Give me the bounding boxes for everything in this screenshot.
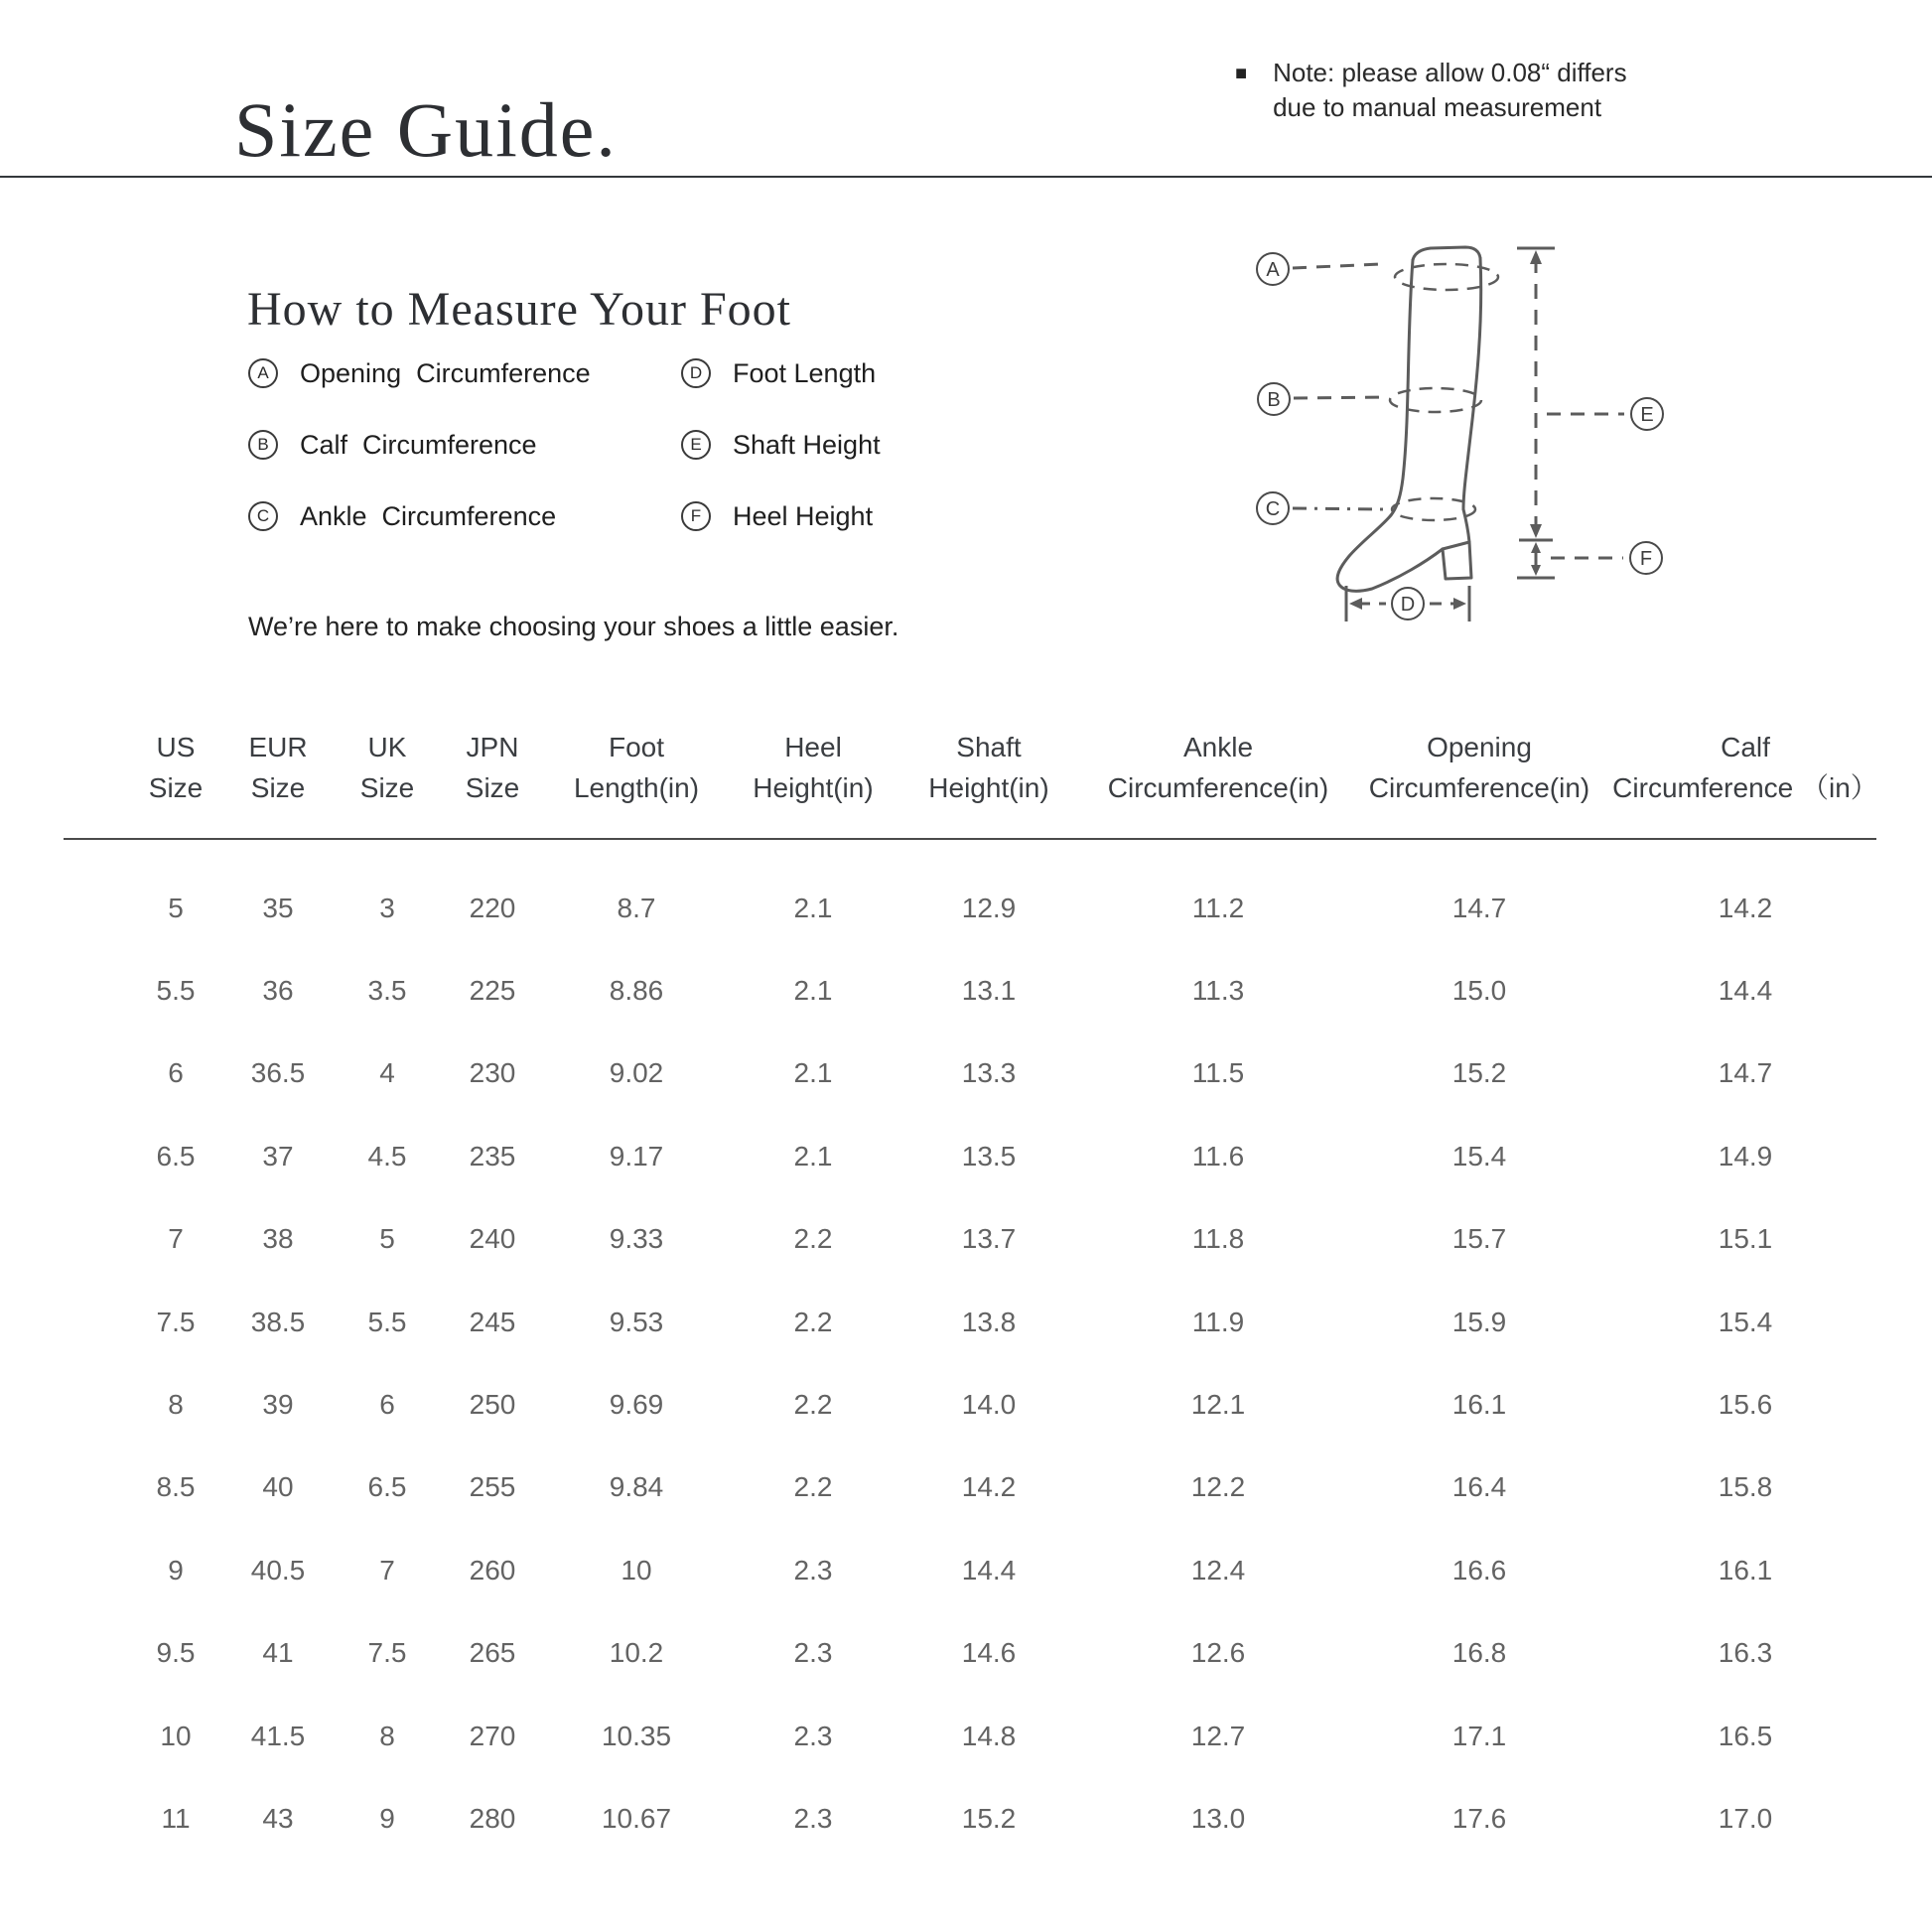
size-cell: 13.8 [961,1306,1017,1337]
legend-item-label: Shaft Height [733,429,881,460]
size-cell: 15.1 [1718,1223,1773,1255]
legend-item-label: Opening Circumference [300,357,591,388]
size-cell: 9.33 [609,1223,664,1255]
svg-text:D: D [1400,594,1416,616]
size-cell: 7.5 [367,1637,407,1669]
column-header-line: Height(in) [928,772,1049,803]
size-cell: 3 [379,892,395,923]
size-cell: 7 [379,1554,395,1586]
column-header-line: UK [367,732,407,762]
size-cell: 16.5 [1718,1720,1773,1751]
column-header-line: Height(in) [753,772,874,803]
column-header-line: Size [465,772,520,803]
column-header-line: Shaft [956,732,1022,762]
legend-col-left [248,357,591,572]
size-cell: 15.6 [1718,1389,1773,1421]
size-cell: 17.6 [1451,1802,1507,1834]
size-cell: 255 [469,1471,516,1503]
size-cell: 12.7 [1190,1720,1246,1751]
svg-text:C: C [1265,498,1281,520]
size-cell: 15.2 [1451,1057,1507,1089]
size-cell: 11.6 [1191,1140,1245,1172]
legend-key-badge: F [681,501,711,531]
column-header-line: Size [359,772,415,803]
size-cell: 9.17 [609,1140,664,1172]
size-cell: 14.8 [961,1720,1017,1751]
legend-item-label: Ankle Circumference [300,500,557,531]
size-cell: 4 [379,1057,395,1089]
size-cell: 15.7 [1451,1223,1507,1255]
size-cell: 15.0 [1451,975,1507,1007]
size-cell: 14.6 [961,1637,1017,1669]
size-cell: 2.2 [793,1223,833,1255]
size-cell: 9.5 [156,1637,196,1669]
size-cell: 16.1 [1718,1554,1773,1586]
size-cell: 8 [168,1389,184,1421]
size-cell: 8.7 [617,892,656,923]
column-cells [1596,867,1894,1861]
size-cell: 11 [161,1802,191,1834]
size-cell: 11.2 [1191,892,1245,923]
column-header-line: Length(in) [573,772,700,803]
legend-key-badge: D [681,358,711,388]
diagram-label-B [1258,383,1290,415]
size-cell: 35 [262,892,294,923]
size-cell: 41 [262,1637,294,1669]
column-header-line: Size [148,772,204,803]
size-cell: 37 [262,1140,294,1172]
size-cell: 5 [168,892,184,923]
size-cell: 15.9 [1451,1306,1507,1337]
size-cell: 5 [379,1223,395,1255]
tagline: We’re here to make choosing your shoes a little easier. [248,612,899,641]
size-cell: 8.86 [609,975,664,1007]
size-cell: 10.35 [601,1720,672,1751]
dimension-shaft-height [1517,248,1555,538]
size-cell: 14.4 [1718,975,1773,1007]
size-cell: 2.2 [793,1389,833,1421]
svg-text:F: F [1639,548,1653,570]
size-cell: 14.9 [1718,1140,1773,1172]
size-cell: 38.5 [250,1306,306,1337]
size-cell: 40 [262,1471,294,1503]
legend-key-badge: C [248,501,278,531]
column-cells [1330,867,1628,1861]
column-header-line: Circumference(in) [1368,772,1590,803]
size-cell: 9.02 [609,1057,664,1089]
size-cell: 2.1 [793,892,833,923]
legend-item-label: Foot Length [733,357,877,388]
size-cell: 240 [469,1223,516,1255]
dimension-heel-height [1517,540,1555,578]
size-cell: 6 [379,1389,395,1421]
size-cell: 245 [469,1306,516,1337]
size-cell: 280 [469,1802,516,1834]
size-cell: 7.5 [156,1306,196,1337]
legend-key-badge: B [248,430,278,460]
size-cell: 5.5 [156,975,196,1007]
size-cell: 36.5 [250,1057,306,1089]
size-cell: 15.4 [1718,1306,1773,1337]
size-cell: 13.3 [961,1057,1017,1089]
size-cell: 11.8 [1191,1223,1245,1255]
column-header [1596,719,1894,808]
size-cell: 11.5 [1191,1057,1245,1089]
header-divider [0,176,1932,178]
size-cell: 16.6 [1451,1554,1507,1586]
svg-text:E: E [1640,404,1654,426]
legend-item-e [681,429,881,461]
column-header-line: Foot [608,732,665,762]
size-cell: 14.2 [961,1471,1017,1503]
size-cell: 15.2 [961,1802,1017,1834]
size-cell: 3.5 [367,975,407,1007]
column-header-line: EUR [248,732,308,762]
size-cell: 13.7 [961,1223,1017,1255]
size-cell: 2.2 [793,1306,833,1337]
page-title: Size Guide. [234,86,618,174]
diagram-label-E [1631,398,1663,430]
size-cell: 15.8 [1718,1471,1773,1503]
size-cell: 6 [168,1057,184,1089]
size-cell: 8.5 [156,1471,196,1503]
diagram-labels [1257,253,1663,620]
size-cell: 14.7 [1451,892,1507,923]
legend-key-badge: A [248,358,278,388]
svg-text:A: A [1266,259,1280,281]
legend-item-b [248,429,591,461]
column-header-line: Heel [784,732,842,762]
size-cell: 6.5 [367,1471,407,1503]
column-header-line: Calf [1721,732,1770,762]
size-cell: 7 [168,1223,184,1255]
size-cell: 14.2 [1718,892,1773,923]
size-cell: 270 [469,1720,516,1751]
size-cell: 40.5 [250,1554,306,1586]
column-header [1069,719,1367,808]
column-header-line: Circumference(in) [1107,772,1329,803]
size-cell: 12.9 [961,892,1017,923]
size-cell: 235 [469,1140,516,1172]
diagram-label-F [1630,542,1662,574]
size-cell: 12.2 [1190,1471,1246,1503]
size-cell: 10.67 [601,1802,672,1834]
size-cell: 12.4 [1190,1554,1246,1586]
column-header-line: US [156,732,196,762]
size-cell: 43 [262,1802,294,1834]
section-heading: How to Measure Your Foot [247,282,792,336]
size-cell: 10.2 [609,1637,664,1669]
table-column-calf-circumference [1596,719,1894,1861]
note-text [1273,56,1627,125]
table-column-opening-circumference [1330,719,1628,1861]
size-cell: 9 [168,1554,184,1586]
legend-col-right [681,357,881,572]
size-cell: 2.3 [793,1554,833,1586]
size-cell: 11.9 [1191,1306,1245,1337]
size-cell: 230 [469,1057,516,1089]
note-line-2: due to manual measurement [1273,92,1602,122]
column-header [1330,719,1628,808]
size-cell: 39 [262,1389,294,1421]
size-cell: 4.5 [367,1140,407,1172]
note-bullet-icon: ■ [1235,63,1248,84]
size-cell: 220 [469,892,516,923]
size-cell: 16.1 [1451,1389,1507,1421]
column-header-line: Ankle [1182,732,1254,762]
size-cell: 2.1 [793,1057,833,1089]
size-cell: 12.1 [1190,1389,1246,1421]
legend-item-label: Heel Height [733,500,874,531]
size-cell: 16.3 [1718,1637,1773,1669]
size-cell: 17.1 [1451,1720,1507,1751]
diagram-label-A [1257,253,1289,285]
diagram-label-D [1392,588,1424,620]
size-cell: 9.53 [609,1306,664,1337]
size-cell: 14.0 [961,1389,1017,1421]
size-cell: 6.5 [156,1140,196,1172]
size-cell: 225 [469,975,516,1007]
size-cell: 13.0 [1190,1802,1246,1834]
size-cell: 2.1 [793,975,833,1007]
size-cell: 41.5 [250,1720,306,1751]
boot-measurement-diagram [1231,228,1688,645]
size-cell: 9.84 [609,1471,664,1503]
size-cell: 2.3 [793,1802,833,1834]
column-header-line: Size [250,772,306,803]
size-cell: 250 [469,1389,516,1421]
size-cell: 265 [469,1637,516,1669]
size-cell: 8 [379,1720,395,1751]
legend-item-a [248,357,591,389]
size-cell: 5.5 [367,1306,407,1337]
column-header-line: JPN [466,732,519,762]
size-cell: 2.1 [793,1140,833,1172]
size-cell: 36 [262,975,294,1007]
size-cell: 17.0 [1718,1802,1773,1834]
size-cell: 16.4 [1451,1471,1507,1503]
diagram-label-C [1257,492,1289,524]
size-cell: 9.69 [609,1389,664,1421]
size-cell: 13.1 [961,975,1017,1007]
size-cell: 260 [469,1554,516,1586]
column-header-line: Circumference （in） [1612,772,1878,803]
column-cells [1069,867,1367,1861]
size-cell: 38 [262,1223,294,1255]
size-cell: 14.4 [961,1554,1017,1586]
size-cell: 2.2 [793,1471,833,1503]
boot-outline [1337,247,1481,591]
size-cell: 12.6 [1190,1637,1246,1669]
column-header-line: Opening [1427,732,1532,762]
size-cell: 13.5 [961,1140,1017,1172]
size-cell: 2.3 [793,1720,833,1751]
size-cell: 10 [160,1720,192,1751]
measurement-note [1235,56,1627,125]
size-cell: 14.7 [1718,1057,1773,1089]
size-cell: 9 [379,1802,395,1834]
note-line-1: Note: please allow 0.08“ differs [1273,58,1627,87]
size-cell: 11.3 [1191,975,1245,1007]
size-cell: 16.8 [1451,1637,1507,1669]
legend-item-c [248,500,591,532]
legend-item-d [681,357,881,389]
size-cell: 2.3 [793,1637,833,1669]
legend-item-label: Calf Circumference [300,429,537,460]
size-cell: 15.4 [1451,1140,1507,1172]
legend-key-badge: E [681,430,711,460]
svg-text:B: B [1267,389,1281,411]
size-cell: 10 [621,1554,652,1586]
table-column-ankle-circumference [1069,719,1367,1861]
legend-item-f [681,500,881,532]
